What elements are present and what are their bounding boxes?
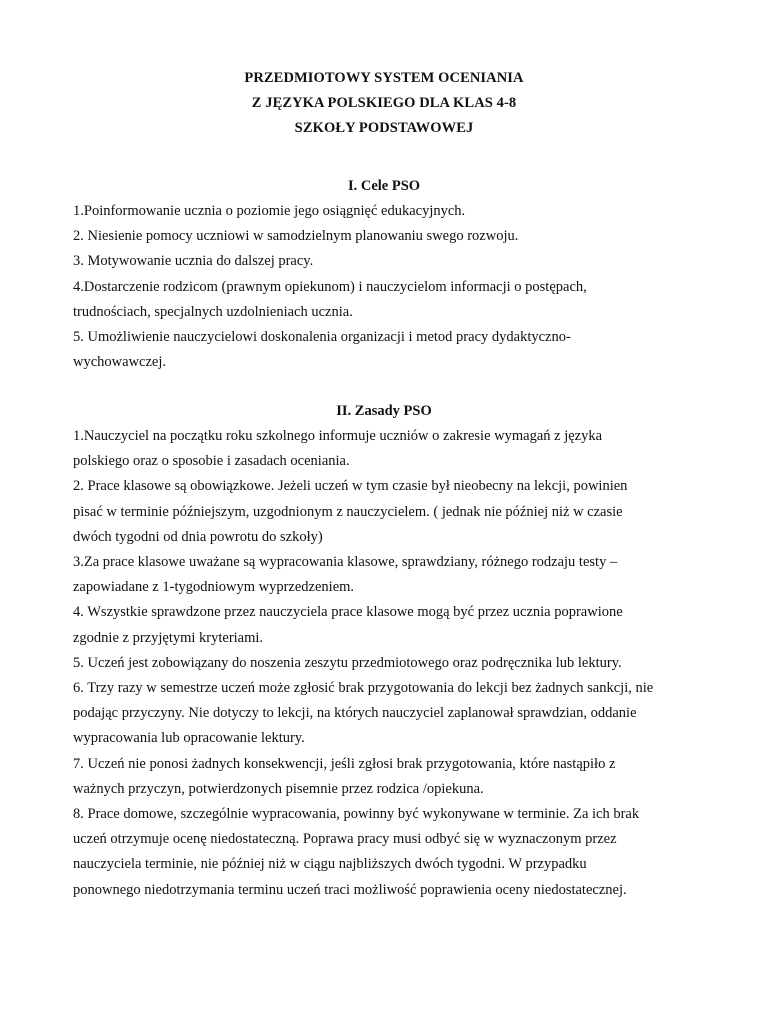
text-line: dwóch tygodni od dnia powrotu do szkoły) bbox=[73, 528, 323, 545]
text-line: 8. Prace domowe, szczególnie wypracowania, powinny być wykonywane w terminie. Za ich brak bbox=[73, 806, 640, 823]
section-heading: II. Zasady PSO bbox=[336, 403, 432, 419]
text-line: 4. Wszystkie sprawdzone przez nauczyciela prace klasowe mogą być przez ucznia poprawione bbox=[73, 604, 623, 621]
text-line: ważnych przyczyn, potwierdzonych pisemnie przez rodzica /opiekuna. bbox=[73, 780, 484, 797]
text-line: zgodnie z przyjętymi kryteriami. bbox=[73, 629, 264, 646]
text-line: 3. Motywowanie ucznia do dalszej pracy. bbox=[73, 253, 314, 270]
title-line: Z JĘZYKA POLSKIEGO DLA KLAS 4-8 bbox=[251, 95, 517, 111]
text-line: wypracowania lub opracowanie lektury. bbox=[73, 730, 305, 747]
text-line: nauczyciela terminie, nie później niż w ciągu najbliższych dwóch tygodni. W przypadku bbox=[73, 856, 587, 873]
text-line: uczeń otrzymuje ocenę niedostateczną. Poprawa pracy musi odbyć się w wyznaczonym przez bbox=[73, 831, 617, 848]
text-line: 2. Niesienie pomocy uczniowi w samodzielnym planowaniu swego rozwoju. bbox=[73, 228, 519, 245]
text-line: 5. Umożliwienie nauczycielowi doskonalenia organizacji i metod pracy dydaktyczno- bbox=[73, 329, 571, 346]
text-line: 5. Uczeń jest zobowiązany do noszenia zeszytu przedmiotowego oraz podręcznika lub lektury. bbox=[73, 654, 622, 671]
text-line: wychowawczej. bbox=[73, 354, 166, 371]
text-line: 6. Trzy razy w semestrze uczeń może zgłosić brak przygotowania do lekcji bez żadnych sankcji, nie bbox=[73, 680, 654, 697]
text-line: podając przyczyny. Nie dotyczy to lekcji, na których nauczyciel zaplanował sprawdzian, oddanie bbox=[73, 705, 637, 722]
section-heading: I. Cele PSO bbox=[347, 178, 421, 194]
section-goals bbox=[73, 174, 695, 375]
text-line: 3.Za prace klasowe uważane są wypracowania klasowe, sprawdziany, różnego rodzaju testy – bbox=[73, 554, 618, 571]
title-line: PRZEDMIOTOWY SYSTEM OCENIANIA bbox=[244, 70, 524, 86]
text-line: 7. Uczeń nie ponosi żadnych konsekwencji, jeśli zgłosi brak przygotowania, które nastąpiło z bbox=[73, 755, 616, 772]
text-line: polskiego oraz o sposobie i zasadach oceniania. bbox=[73, 453, 350, 470]
text-line: ponownego niedotrzymania terminu uczeń traci możliwość poprawienia oceny niedostatecznej. bbox=[73, 881, 627, 898]
text-line: 1.Nauczyciel na początku roku szkolnego informuje uczniów o zakresie wymagań z języka bbox=[73, 428, 603, 444]
title-line: SZKOŁY PODSTAWOWEJ bbox=[294, 120, 474, 136]
text-line: 1.Poinformowanie ucznia o poziomie jego osiągnięć edukacyjnych. bbox=[73, 203, 466, 219]
document-title bbox=[0, 66, 768, 141]
text-line: pisać w terminie późniejszym, uzgodnionym z nauczycielem. ( jednak nie później niż w czasie bbox=[73, 503, 623, 520]
text-line: zapowiadane z 1-tygodniowym wyprzedzeniem. bbox=[73, 579, 355, 596]
text-line: 2. Prace klasowe są obowiązkowe. Jeżeli uczeń w tym czasie był nieobecny na lekcji, powinien bbox=[73, 478, 628, 495]
text-line: 4.Dostarczenie rodzicom (prawnym opiekunom) i nauczycielom informacji o postępach, bbox=[73, 278, 587, 295]
text-line: trudnościach, specjalnych uzdolnieniach ucznia. bbox=[73, 303, 353, 320]
section-rules bbox=[73, 399, 695, 903]
